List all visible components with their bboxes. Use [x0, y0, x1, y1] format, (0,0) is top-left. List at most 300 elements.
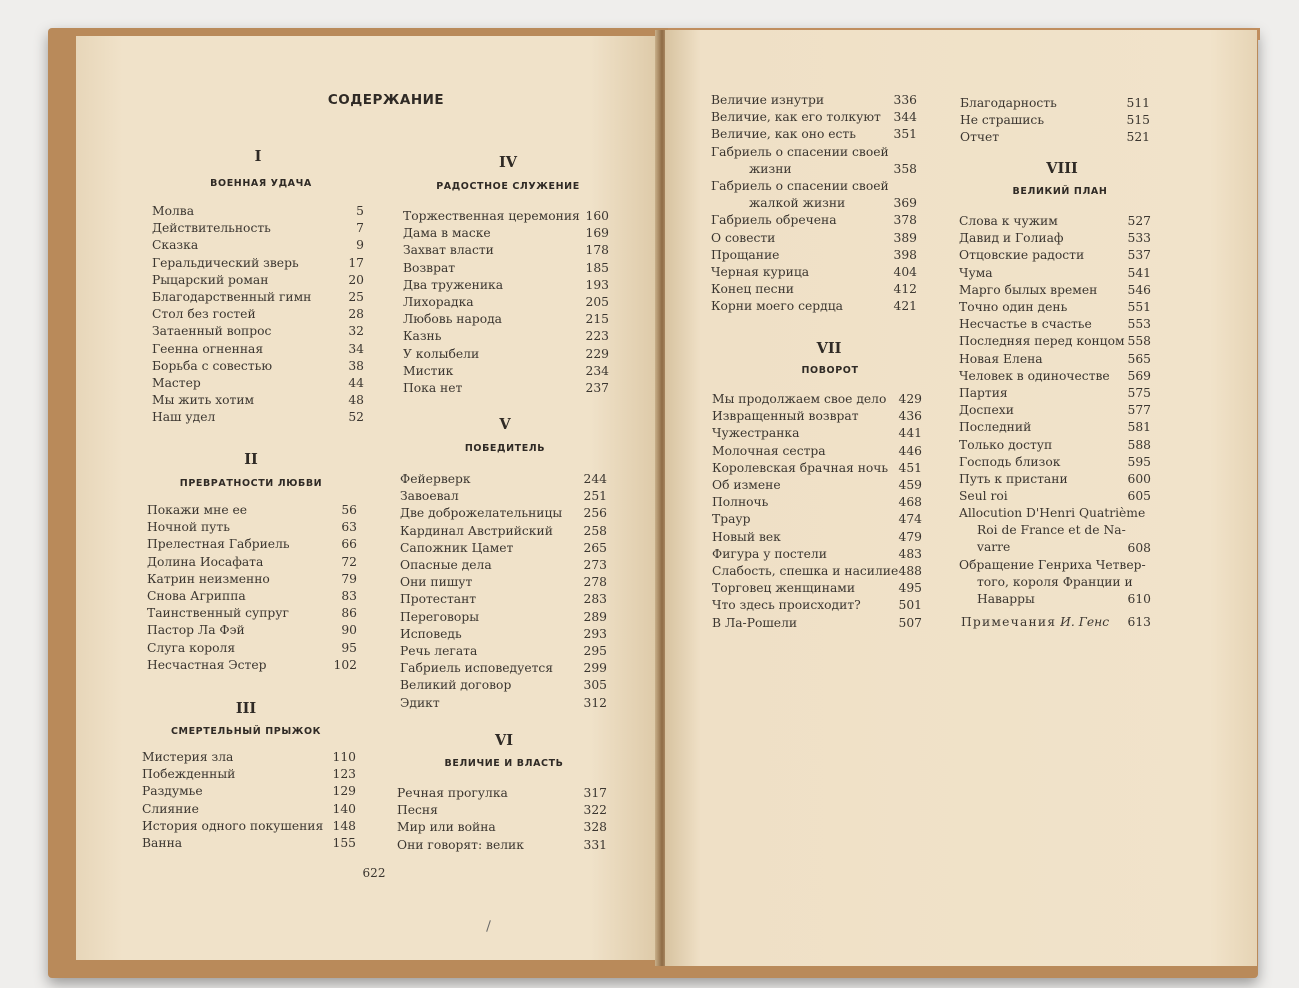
- toc-entry-page: 507: [898, 615, 922, 630]
- toc-entry-title: Наш удел: [152, 410, 216, 425]
- toc-entry-title: Отцовские радости: [959, 248, 1085, 263]
- toc-entry-title: Несчастье в счастье: [959, 317, 1092, 332]
- notes-page: 613: [1127, 615, 1151, 629]
- toc-entry: [711, 144, 917, 178]
- toc-entry-title: Seul roi: [959, 489, 1008, 504]
- toc-entry-title: Благодарственный гимн: [152, 290, 312, 304]
- toc-entry-title: Геральдический зверь: [152, 255, 299, 270]
- toc-entry-page: 20: [348, 272, 364, 287]
- toc-entry-title-line: жизни: [749, 161, 792, 176]
- toc-entry-title: Величие изнутри: [711, 93, 825, 107]
- toc-entry-page: 215: [585, 312, 609, 327]
- toc-entry-page: 86: [341, 606, 357, 621]
- toc-entry-page: 155: [332, 836, 356, 850]
- toc-entry-title: В Ла-Рошели: [712, 615, 798, 630]
- toc-entry-page: 110: [332, 750, 356, 764]
- toc-entry-title: Молочная сестра: [712, 443, 826, 458]
- toc-entry: [147, 571, 357, 588]
- toc-entry-page: 479: [898, 529, 922, 544]
- toc-entry: [959, 316, 1151, 333]
- toc-entry-page: 38: [348, 358, 364, 373]
- toc-entry-title: Покажи мне ее: [147, 503, 248, 517]
- toc-entry-page: 421: [893, 299, 917, 314]
- toc-entry: [400, 557, 607, 574]
- toc-entry-page: 44: [348, 376, 364, 390]
- toc-entry: [403, 260, 609, 277]
- toc-entry: [711, 109, 917, 126]
- toc-entry: [712, 597, 922, 614]
- toc-entry: [400, 505, 607, 522]
- toc-entry-page: 63: [341, 520, 357, 535]
- toc-entry-title: Путь к пристани: [959, 472, 1068, 486]
- toc-entry: [400, 660, 607, 677]
- toc-entry: [959, 333, 1151, 350]
- toc-entry: [152, 220, 364, 237]
- toc-entry-page: 474: [898, 512, 922, 527]
- toc-entry-page: 185: [585, 260, 609, 275]
- toc-entry: [142, 749, 356, 766]
- toc-entry: [711, 92, 917, 109]
- toc-entry: [397, 837, 607, 854]
- toc-entry-title-line: Allocution D'Henri Quatrième: [959, 506, 1146, 521]
- toc-entry: [397, 819, 607, 836]
- toc-entry-title: Величие, как оно есть: [711, 127, 856, 142]
- toc-entry: [403, 277, 609, 294]
- part-i-numeral: I: [254, 148, 262, 165]
- toc-entry: [147, 519, 357, 536]
- toc-entry-title: Долина Иосафата: [147, 554, 264, 569]
- toc-entry-title: Давид и Голиаф: [959, 231, 1064, 246]
- toc-entry-page: 283: [583, 592, 607, 607]
- toc-entry-page: 537: [1127, 248, 1151, 263]
- toc-entry-title: Ночной путь: [147, 520, 230, 535]
- toc-entry-title: Извращенный возврат: [712, 409, 859, 424]
- toc-entry: [152, 255, 364, 272]
- toc-entry-page: 488: [898, 564, 922, 578]
- toc-entry-page: 404: [893, 265, 917, 279]
- toc-entry: [152, 375, 364, 392]
- toc-entry-page: 546: [1127, 282, 1151, 297]
- toc-entry: [959, 505, 1151, 557]
- toc-entry-page: 299: [583, 661, 607, 676]
- toc-entry-page: 483: [898, 546, 922, 561]
- toc-entry-page: 600: [1127, 472, 1151, 486]
- toc-entry-title: Переговоры: [400, 609, 479, 624]
- toc-entry-page: 178: [585, 243, 609, 258]
- toc-entry-page: 5: [356, 204, 364, 218]
- toc-entry-title: Лихорадка: [403, 295, 474, 309]
- toc-entry-page: 595: [1127, 454, 1151, 469]
- toc-entry: [403, 346, 609, 363]
- toc-entry-title: Новая Елена: [959, 351, 1043, 366]
- toc-entry-title: Слияние: [142, 801, 199, 816]
- toc-entry-page: 358: [893, 161, 917, 176]
- toc-entry: [712, 529, 922, 546]
- part-viii-numeral: VIII: [1046, 160, 1078, 177]
- toc-entry-title: Катрин неизменно: [147, 571, 270, 586]
- toc-entry-title: Только доступ: [959, 437, 1053, 452]
- toc-entry-title: Исповедь: [400, 626, 462, 641]
- toc-entry: [403, 311, 609, 328]
- toc-entry-page: 511: [1126, 96, 1150, 110]
- toc-entry-title: Мы жить хотим: [152, 393, 255, 408]
- part-iv-numeral: IV: [498, 154, 518, 171]
- toc-entry: [960, 129, 1150, 146]
- toc-entry-title: Последняя перед концом: [959, 334, 1125, 349]
- toc-entry: [400, 471, 607, 488]
- toc-entry-title: Они говорят: велик: [397, 837, 524, 852]
- toc-entry-title: Они пишут: [400, 575, 473, 590]
- toc-entry-title: Чума: [959, 265, 993, 280]
- toc-entry-page: 289: [583, 609, 607, 624]
- toc-entry-page: 7: [356, 221, 364, 236]
- toc-entry-title: Траур: [712, 512, 751, 527]
- toc-entry-page: 305: [583, 678, 607, 693]
- toc-entry-title: Две доброжелательницы: [400, 506, 563, 521]
- toc-entry: [400, 626, 607, 643]
- toc-entry-title: Чужестранка: [712, 426, 800, 441]
- toc-entry-page: 608: [1127, 540, 1151, 555]
- toc-entry: [403, 328, 609, 345]
- toc-entry-title: Сказка: [152, 238, 199, 253]
- toc-entry-page: 265: [583, 540, 607, 555]
- toc-entry-title-line: Наварры: [977, 592, 1035, 606]
- part-iii-title: СМЕРТЕЛЬНЫЙ ПРЫЖОК: [170, 726, 322, 737]
- toc-entry: [152, 358, 364, 375]
- toc-entry: [712, 425, 922, 442]
- toc-entry: [711, 247, 917, 264]
- toc-entry-page: 95: [341, 640, 357, 655]
- toc-entry: [403, 363, 609, 380]
- toc-entry-page: 237: [585, 381, 609, 395]
- toc-entry-page: 351: [893, 127, 917, 142]
- toc-entry: [711, 230, 917, 247]
- toc-entry-page: 468: [898, 495, 922, 510]
- toc-entry-title: Дама в маске: [403, 226, 491, 241]
- part-v-numeral: V: [499, 416, 511, 433]
- toc-entry: [711, 298, 917, 315]
- toc-entry-title: Стол без гостей: [152, 307, 256, 322]
- toc-entry-title: [711, 144, 889, 178]
- toc-entry-title: Об измене: [712, 478, 781, 492]
- toc-entry: [142, 835, 356, 852]
- toc-entry-title-line: жалкой жизни: [749, 196, 846, 210]
- part-vii-numeral: VII: [816, 340, 842, 357]
- toc-entry-page: 278: [583, 575, 607, 590]
- toc-entry: [400, 695, 607, 712]
- toc-entry-page: 234: [585, 363, 609, 378]
- toc-entry-page: 558: [1127, 334, 1151, 349]
- toc-entry-page: 446: [898, 443, 922, 458]
- toc-entry: [147, 588, 357, 605]
- toc-entry-page: 140: [332, 801, 356, 816]
- toc-entry: [712, 391, 922, 408]
- part-vi-title: ВЕЛИЧИЕ И ВЛАСТЬ: [444, 758, 564, 769]
- toc-entry-title: Молва: [152, 204, 195, 218]
- notes-entry: [961, 614, 1151, 631]
- toc-entry: [152, 272, 364, 289]
- toc-entry-title: Снова Агриппа: [147, 589, 246, 603]
- toc-entry-title: Величие, как его толкуют: [711, 110, 881, 125]
- toc-entry-page: 90: [341, 623, 357, 638]
- toc-entry-title: Протестант: [400, 592, 477, 607]
- toc-entry-title: [959, 557, 1146, 608]
- toc-entry-title: Речная прогулка: [397, 786, 508, 800]
- toc-entry: [147, 622, 357, 639]
- toc-entry: [959, 247, 1151, 264]
- toc-entry: [711, 126, 917, 143]
- toc-entry-title: Кардинал Австрийский: [400, 523, 553, 538]
- toc-entry-title: Фейерверк: [400, 472, 471, 486]
- toc-entry-title: Мистерия зла: [142, 750, 234, 764]
- toc-entry-title: Слова к чужим: [959, 214, 1058, 228]
- toc-entry: [711, 212, 917, 229]
- toc-entry-page: 389: [893, 230, 917, 245]
- toc-entry-page: 527: [1127, 214, 1151, 228]
- toc-entry-title: Доспехи: [959, 403, 1014, 418]
- toc-entry-title: Опасные дела: [400, 558, 492, 572]
- toc-entry-page: 533: [1127, 231, 1151, 246]
- toc-entry-title: Таинственный супруг: [147, 606, 289, 621]
- toc-entry: [959, 488, 1151, 505]
- toc-entry-page: 398: [893, 247, 917, 262]
- toc-entry-page: 369: [893, 196, 917, 211]
- toc-entry: [959, 230, 1151, 247]
- toc-entry: [147, 605, 357, 622]
- toc-entry-page: 588: [1127, 437, 1151, 452]
- toc-entry-title: Мир или война: [397, 820, 496, 835]
- toc-entry-page: 205: [585, 295, 609, 309]
- toc-entry-page: 553: [1127, 317, 1151, 332]
- toc-entry-title: Господь близок: [959, 454, 1061, 469]
- toc-entry-title: Фигура у постели: [712, 546, 827, 561]
- toc-entry-page: 328: [583, 820, 607, 835]
- toc-entry: [960, 95, 1150, 112]
- toc-entry-page: 9: [356, 238, 364, 253]
- toc-entry-page: 251: [583, 489, 607, 504]
- toc-entry-page: 244: [583, 472, 607, 486]
- toc-entry-title: Королевская брачная ночь: [712, 460, 889, 475]
- toc-entry: [959, 265, 1151, 282]
- toc-entry-page: 32: [348, 324, 364, 339]
- toc-entry-title-line: Roi de France et de Na-: [977, 523, 1126, 538]
- toc-entry-page: 193: [585, 277, 609, 292]
- toc-entry: [152, 341, 364, 358]
- toc-entry-title: Мистик: [403, 363, 454, 378]
- toc-entry-title: Речь легата: [400, 644, 478, 658]
- toc-entry: [152, 323, 364, 340]
- toc-entry-title: Борьба с совестью: [152, 358, 273, 373]
- toc-entry: [712, 563, 922, 580]
- toc-entry-page: 123: [332, 767, 356, 782]
- toc-entry-page: 258: [583, 523, 607, 538]
- toc-entry-title: Любовь народа: [403, 312, 503, 327]
- toc-entry: [147, 657, 357, 674]
- part-v-title: ПОБЕДИТЕЛЬ: [464, 443, 546, 454]
- toc-entry-title: Прелестная Габриель: [147, 537, 290, 552]
- toc-entry-title: Последний: [959, 420, 1032, 435]
- toc-entry: [959, 213, 1151, 230]
- toc-entry-page: 344: [893, 110, 917, 125]
- toc-entry-title: Черная курица: [711, 265, 810, 279]
- toc-entry-page: 441: [898, 426, 922, 441]
- toc-entry: [711, 264, 917, 281]
- toc-entry-title: Торговец женщинами: [712, 581, 856, 596]
- toc-entry: [152, 409, 364, 426]
- toc-entry-page: 331: [583, 837, 607, 852]
- toc-entry: [400, 643, 607, 660]
- toc-entry-page: 72: [341, 554, 357, 569]
- toc-entry-title: Пастор Ла Фэй: [147, 623, 245, 638]
- toc-entry-page: 412: [893, 282, 917, 297]
- toc-entry-title: Два труженика: [403, 277, 504, 292]
- toc-entry: [400, 609, 607, 626]
- toc-entry-title-line: Габриель о спасении своей: [711, 179, 889, 193]
- toc-entry-title: Торжественная церемония: [403, 209, 580, 223]
- toc-entry: [959, 351, 1151, 368]
- toc-entry-page: 501: [898, 598, 922, 613]
- toc-entry-page: 569: [1127, 368, 1151, 383]
- toc-entry-page: 322: [583, 803, 607, 818]
- toc-entry: [403, 380, 609, 397]
- right-page: [665, 30, 1257, 966]
- part-ii-title: ПРЕВРАТНОСТИ ЛЮБВИ: [179, 478, 323, 489]
- toc-entry-page: 610: [1127, 592, 1151, 607]
- contents-title: СОДЕРЖАНИЕ: [327, 92, 445, 108]
- toc-entry-title: Новый век: [712, 529, 781, 544]
- toc-entry: [147, 554, 357, 571]
- toc-entry-page: 102: [333, 657, 357, 672]
- toc-entry: [959, 282, 1151, 299]
- toc-entry: [147, 640, 357, 657]
- toc-entry: [397, 802, 607, 819]
- toc-entry: [403, 294, 609, 311]
- toc-entry: [959, 454, 1151, 471]
- toc-entry-title: Побежденный: [142, 767, 236, 782]
- toc-entry-title: Благодарность: [960, 96, 1057, 110]
- toc-entry-title: Геенна огненная: [152, 341, 264, 356]
- toc-entry: [959, 437, 1151, 454]
- toc-entry-title: Песня: [397, 803, 438, 818]
- toc-entry-title: Партия: [959, 386, 1008, 400]
- toc-entry-title: Мы продолжаем свое дело: [712, 392, 887, 406]
- toc-entry: [147, 536, 357, 553]
- toc-entry-title: Прощание: [711, 247, 780, 262]
- toc-entry-title: Рыцарский роман: [152, 272, 269, 287]
- notes-label: Примечания: [961, 615, 1057, 629]
- toc-entry-page: 317: [583, 786, 607, 800]
- toc-entry-title: Человек в одиночестве: [959, 368, 1110, 383]
- toc-entry-title: Ванна: [142, 836, 183, 850]
- toc-entry: [152, 237, 364, 254]
- toc-entry: [152, 306, 364, 323]
- toc-entry-page: 48: [348, 393, 364, 408]
- toc-entry-page: 148: [332, 818, 356, 833]
- toc-entry-page: 459: [898, 478, 922, 492]
- part-i-title: ВОЕННАЯ УДАЧА: [210, 178, 312, 189]
- toc-entry: [397, 785, 607, 802]
- toc-entry-page: 52: [348, 410, 364, 425]
- toc-entry-title: Корни моего сердца: [711, 299, 843, 314]
- toc-entry-page: 541: [1127, 265, 1151, 280]
- part-ii-numeral: II: [244, 451, 258, 468]
- toc-entry-page: 575: [1127, 386, 1151, 400]
- toc-entry-page: 83: [341, 589, 357, 603]
- toc-entry-page: 79: [341, 571, 357, 586]
- toc-entry-page: 451: [898, 460, 922, 475]
- toc-entry-page: 34: [348, 341, 364, 356]
- toc-entry: [711, 281, 917, 298]
- toc-entry-page: 312: [583, 695, 607, 710]
- toc-entry: [712, 615, 922, 632]
- toc-entry-page: 436: [898, 409, 922, 424]
- part-iv-title: РАДОСТНОЕ СЛУЖЕНИЕ: [436, 181, 580, 192]
- toc-entry-title: Что здесь происходит?: [712, 598, 861, 613]
- toc-entry: [152, 392, 364, 409]
- toc-entry-title-line: varre: [977, 540, 1011, 555]
- toc-entry-page: 429: [898, 392, 922, 406]
- toc-entry: [959, 471, 1151, 488]
- toc-entry-page: 521: [1126, 130, 1150, 145]
- toc-entry-title: Отчет: [960, 130, 1000, 145]
- part-vii-title: ПОВОРОТ: [801, 365, 859, 376]
- toc-entry: [959, 419, 1151, 436]
- toc-entry-page: 129: [332, 784, 356, 799]
- toc-entry: [400, 574, 607, 591]
- toc-entry-page: 66: [341, 537, 357, 552]
- toc-entry: [712, 580, 922, 597]
- toc-entry-page: 169: [585, 226, 609, 241]
- toc-entry: [712, 511, 922, 528]
- toc-entry: [147, 502, 357, 519]
- toc-entry: [142, 801, 356, 818]
- toc-entry: [142, 766, 356, 783]
- toc-entry: [712, 477, 922, 494]
- toc-entry-title: [959, 505, 1145, 556]
- toc-entry-page: 25: [348, 290, 364, 304]
- toc-entry-title-line: Габриель о спасении своей: [711, 144, 889, 159]
- toc-entry-title: Слабость, спешка и насилие: [712, 564, 899, 578]
- toc-entry-page: 273: [583, 558, 607, 572]
- toc-entry-page: 336: [893, 93, 917, 107]
- toc-entry: [959, 299, 1151, 316]
- page-number: 622: [362, 866, 386, 880]
- toc-entry-title: Захват власти: [403, 243, 494, 258]
- toc-entry-title: [711, 178, 889, 212]
- toc-entry: [400, 540, 607, 557]
- part-vi-numeral: VI: [494, 732, 514, 749]
- toc-entry: [400, 677, 607, 694]
- toc-entry-title: Завоевал: [400, 489, 459, 504]
- toc-entry: [959, 557, 1151, 609]
- toc-entry-title: Несчастная Эстер: [147, 657, 267, 672]
- toc-entry: [142, 783, 356, 800]
- toc-entry-page: 551: [1127, 300, 1151, 314]
- toc-entry-title: Действительность: [152, 221, 271, 236]
- toc-entry-page: 495: [898, 581, 922, 596]
- toc-entry: [152, 289, 364, 306]
- toc-entry-page: 256: [583, 506, 607, 521]
- toc-entry-page: 17: [348, 255, 364, 270]
- toc-entry: [142, 818, 356, 835]
- toc-entry-title: Марго былых времен: [959, 282, 1098, 297]
- toc-entry: [403, 225, 609, 242]
- toc-entry-title: Раздумье: [142, 784, 203, 799]
- toc-entry-page: 293: [583, 626, 607, 641]
- toc-entry: [400, 488, 607, 505]
- toc-entry-title: Мастер: [152, 376, 201, 390]
- toc-entry-title: Габриель исповедуется: [400, 661, 554, 676]
